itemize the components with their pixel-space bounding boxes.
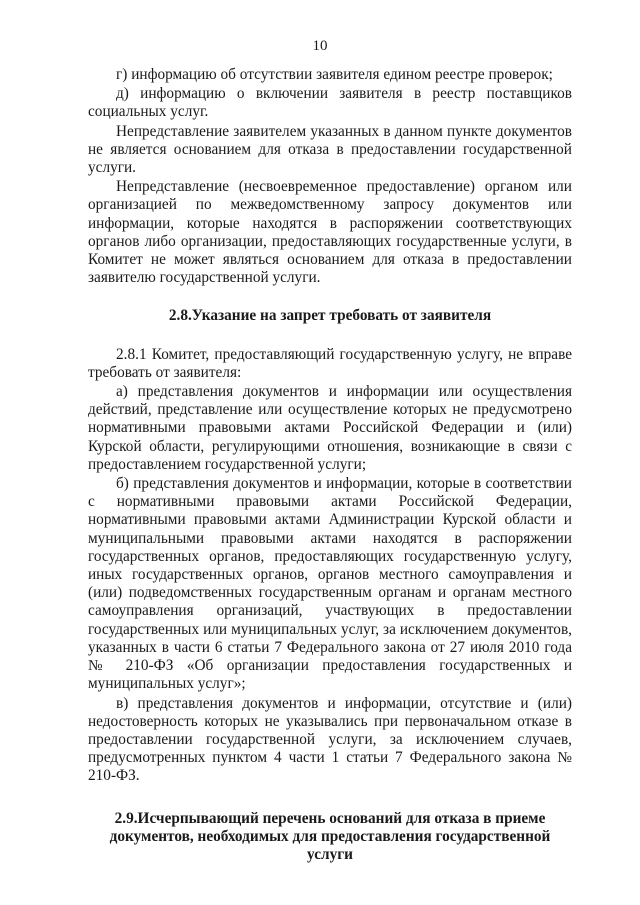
page-body <box>88 66 572 864</box>
paragraph-2-8-1: 2.8.1 Комитет, предоставляющий государственную услугу, не вправе требовать от заявителя: <box>88 345 572 381</box>
page-number: 10 <box>312 38 328 54</box>
paragraph-d: д) информацию о включении заявителя в реестр поставщиков социальных услуг. <box>88 85 572 121</box>
paragraph-2-8-1-b: б) представления документов и информации, которые в соответствии с нормативными правовыми актами Российской Федерации, нормативными правовыми актами Администрации Курской области и муниципальными правовыми актами находятся в распоряжении государственных органов, предоставляющих государственную услугу, иных государственных органов, органов местного самоуправления и (или) подведомственных государственным органам и органам местного самоуправления организаций, участвующих в предоставлении государственных или муниципальных услуг, за исключением документов, указанных в части 6 статьи 7 Федерального закона от 27 июля 2010 года № 210-ФЗ «Об организации предоставления государственных и муниципальных услуг»; <box>88 475 572 693</box>
paragraph-g: г) информацию об отсутствии заявителя едином реестре проверок; <box>116 66 553 83</box>
paragraph-2-8-1-v: в) представления документов и информации, отсутствие и (или) недостоверность которых не указывались при первоначальном отказе в предоставлении государственной услуги, за исключением случаев, предусмотренных пунктом 4 части 1 статьи 7 Федерального закона № 210-ФЗ. <box>88 694 572 785</box>
paragraph-nonsubmission-organ: Непредставление (несвоевременное предоставление) органом или организацией по межведомственному запросу документов или информации, которые находятся в распоряжении соответствующих органов либо организации, предоставляющих государственные услуги, в Комитет не может являться основанием для отказа в предоставлении заявителю государственной услуги. <box>88 178 572 287</box>
paragraph-nonsubmission-applicant: Непредставление заявителем указанных в данном пункте документов не является основанием для отказа в предоставлении государственной услуги. <box>88 122 572 177</box>
section-2-9-heading: 2.9.Исчерпывающий перечень оснований для отказа в приеме документов, необходимых для предоставления государственной услуги <box>109 809 551 863</box>
paragraph-2-8-1-a: а) представления документов и информации или осуществления действий, представление или осуществление которых не предусмотрено нормативными правовыми актами Российской Федерации и (или) Курской области, регулирующими отношения, возникающие в связи с предоставлением государственной услуги; <box>88 383 572 473</box>
section-2-8-heading: 2.8.Указание на запрет требовать от заявителя <box>168 307 492 325</box>
